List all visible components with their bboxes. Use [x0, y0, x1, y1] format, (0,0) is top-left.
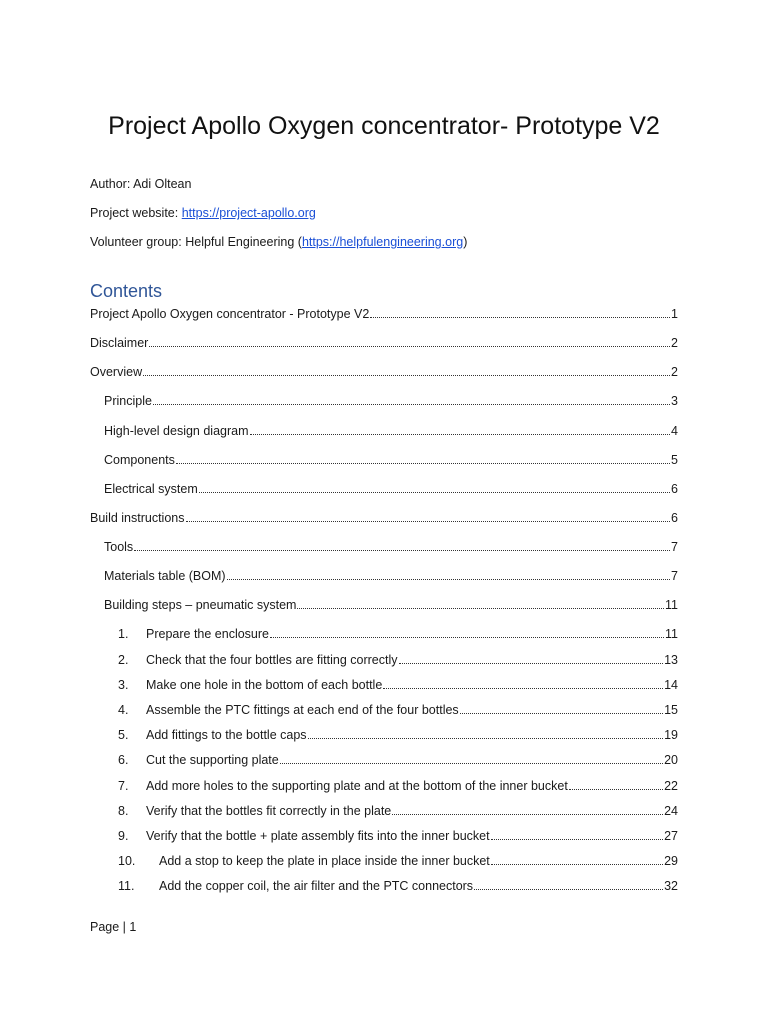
toc-entry[interactable] — [118, 626, 678, 642]
toc-leader — [153, 393, 670, 405]
toc-entry-label: Overview — [90, 365, 143, 379]
toc-entry[interactable] — [104, 481, 678, 497]
toc-entry-number: 3. — [118, 678, 129, 692]
toc-entry[interactable] — [118, 727, 678, 743]
toc-leader — [297, 597, 664, 609]
toc-leader — [383, 677, 663, 689]
toc-leader — [474, 878, 663, 890]
toc-entry[interactable] — [104, 423, 678, 439]
toc-entry-label: Assemble the PTC fittings at each end of the four bottles — [146, 703, 459, 717]
toc-entry-label: Verify that the bottle + plate assembly fits into the inner bucket — [146, 829, 490, 843]
toc-entry-label: Disclaimer — [90, 336, 149, 350]
toc-entry-page: 20 — [664, 753, 678, 767]
toc-entry-page: 27 — [664, 829, 678, 843]
toc-entry-page: 6 — [671, 482, 678, 496]
toc-entry-label: Add the copper coil, the air filter and the PTC connectors — [159, 879, 474, 893]
toc-entry[interactable] — [118, 677, 678, 693]
toc-leader — [460, 702, 663, 714]
toc-entry-number: 11. — [118, 879, 135, 893]
toc-entry-number: 10. — [118, 854, 136, 868]
toc-entry-label: Add more holes to the supporting plate and at the bottom of the inner bucket — [146, 779, 568, 793]
toc-entry-number: 4. — [118, 703, 129, 717]
toc-leader — [308, 727, 664, 739]
toc-entry-page: 1 — [671, 307, 678, 321]
toc-entry-page: 7 — [671, 569, 678, 583]
toc-entry[interactable] — [104, 597, 678, 613]
toc-entry-label: Prepare the enclosure — [146, 627, 269, 641]
document-title: Project Apollo Oxygen concentrator- Prototype V2 — [108, 112, 660, 140]
toc-leader — [280, 752, 663, 764]
volunteer-link[interactable]: https://helpfulengineering.org — [301, 235, 464, 249]
toc-leader — [186, 510, 671, 522]
website-line — [90, 205, 316, 221]
volunteer-line — [90, 234, 467, 250]
toc-entry-label: Materials table (BOM) — [104, 569, 226, 583]
toc-leader — [491, 828, 663, 840]
toc-entry-label: Make one hole in the bottom of each bottle — [146, 678, 383, 692]
toc-entry[interactable] — [118, 652, 678, 668]
toc-entry-label: Cut the supporting plate — [146, 753, 279, 767]
toc-entry-label: Check that the four bottles are fitting correctly — [146, 653, 398, 667]
toc-entry-page: 15 — [664, 703, 678, 717]
toc-entry-page: 4 — [671, 424, 678, 438]
toc-entry-number: 5. — [118, 728, 129, 742]
toc-entry[interactable] — [90, 306, 678, 322]
toc-entry-page: 11 — [665, 627, 678, 641]
toc-entry-page: 24 — [664, 804, 678, 818]
toc-entry-number: 1. — [118, 627, 129, 641]
toc-entry[interactable] — [118, 853, 678, 869]
toc-entry[interactable] — [118, 752, 678, 768]
toc-entry-page: 2 — [671, 365, 678, 379]
toc-entry-page: 22 — [664, 779, 678, 793]
toc-entry-page: 29 — [664, 854, 678, 868]
toc-leader — [176, 452, 670, 464]
toc-entry-page: 19 — [664, 728, 678, 742]
toc-leader — [227, 568, 670, 580]
toc-entry[interactable] — [90, 510, 678, 526]
toc-entry[interactable] — [104, 568, 678, 584]
contents-heading: Contents — [90, 281, 163, 301]
website-link[interactable]: https://project-apollo.org — [181, 206, 316, 220]
toc-entry-number: 6. — [118, 753, 129, 767]
toc-entry-label: Add fittings to the bottle caps — [146, 728, 307, 742]
toc-entry-page: 2 — [671, 336, 678, 350]
toc-entry-label: Build instructions — [90, 511, 185, 525]
toc-leader — [250, 423, 671, 435]
toc-leader — [569, 778, 663, 790]
toc-entry-page: 13 — [664, 653, 678, 667]
toc-leader — [491, 853, 663, 865]
page-footer: Page | 1 — [90, 920, 137, 934]
toc-leader — [270, 626, 664, 638]
toc-entry-number: 7. — [118, 779, 129, 793]
toc-entry-page: 6 — [671, 511, 678, 525]
volunteer-label: Volunteer group: Helpful Engineering ( — [90, 235, 302, 249]
volunteer-suffix: ) — [463, 235, 468, 249]
toc-leader — [149, 335, 670, 347]
toc-entry-label: Components — [104, 453, 175, 467]
toc-entry-page: 5 — [671, 453, 678, 467]
toc-entry[interactable] — [104, 393, 678, 409]
toc-entry-number: 9. — [118, 829, 129, 843]
toc-entry-page: 7 — [671, 540, 678, 554]
toc-entry-label: Add a stop to keep the plate in place inside the inner bucket — [159, 854, 490, 868]
toc-entry[interactable] — [118, 803, 678, 819]
toc-entry[interactable] — [104, 452, 678, 468]
toc-entry-number: 8. — [118, 804, 129, 818]
toc-entry-page: 11 — [665, 598, 678, 612]
toc-leader — [399, 652, 664, 664]
toc-leader — [392, 803, 663, 815]
author-line: Author: Adi Oltean — [90, 177, 192, 191]
toc-entry-number: 2. — [118, 653, 129, 667]
toc-entry[interactable] — [118, 878, 678, 894]
toc-entry-label: Building steps – pneumatic system — [104, 598, 297, 612]
toc-leader — [370, 306, 670, 318]
toc-entry[interactable] — [90, 335, 678, 351]
toc-entry-page: 3 — [671, 394, 678, 408]
toc-entry-label: Tools — [104, 540, 134, 554]
toc-entry-label: Verify that the bottles fit correctly in the plate — [146, 804, 392, 818]
toc-entry[interactable] — [104, 539, 678, 555]
toc-entry[interactable] — [118, 702, 678, 718]
toc-entry[interactable] — [118, 828, 678, 844]
toc-leader — [134, 539, 670, 551]
toc-entry-label: High-level design diagram — [104, 424, 249, 438]
toc-entry-page: 32 — [664, 879, 678, 893]
toc-entry-page: 14 — [664, 678, 678, 692]
toc-leader — [143, 364, 670, 376]
toc-entry[interactable] — [118, 778, 678, 794]
website-label: Project website: — [90, 206, 182, 220]
toc-entry-label: Electrical system — [104, 482, 198, 496]
toc-entry[interactable] — [90, 364, 678, 380]
toc-entry-label: Principle — [104, 394, 152, 408]
toc-leader — [199, 481, 670, 493]
toc-entry-label: Project Apollo Oxygen concentrator - Prototype V2 — [90, 307, 370, 321]
